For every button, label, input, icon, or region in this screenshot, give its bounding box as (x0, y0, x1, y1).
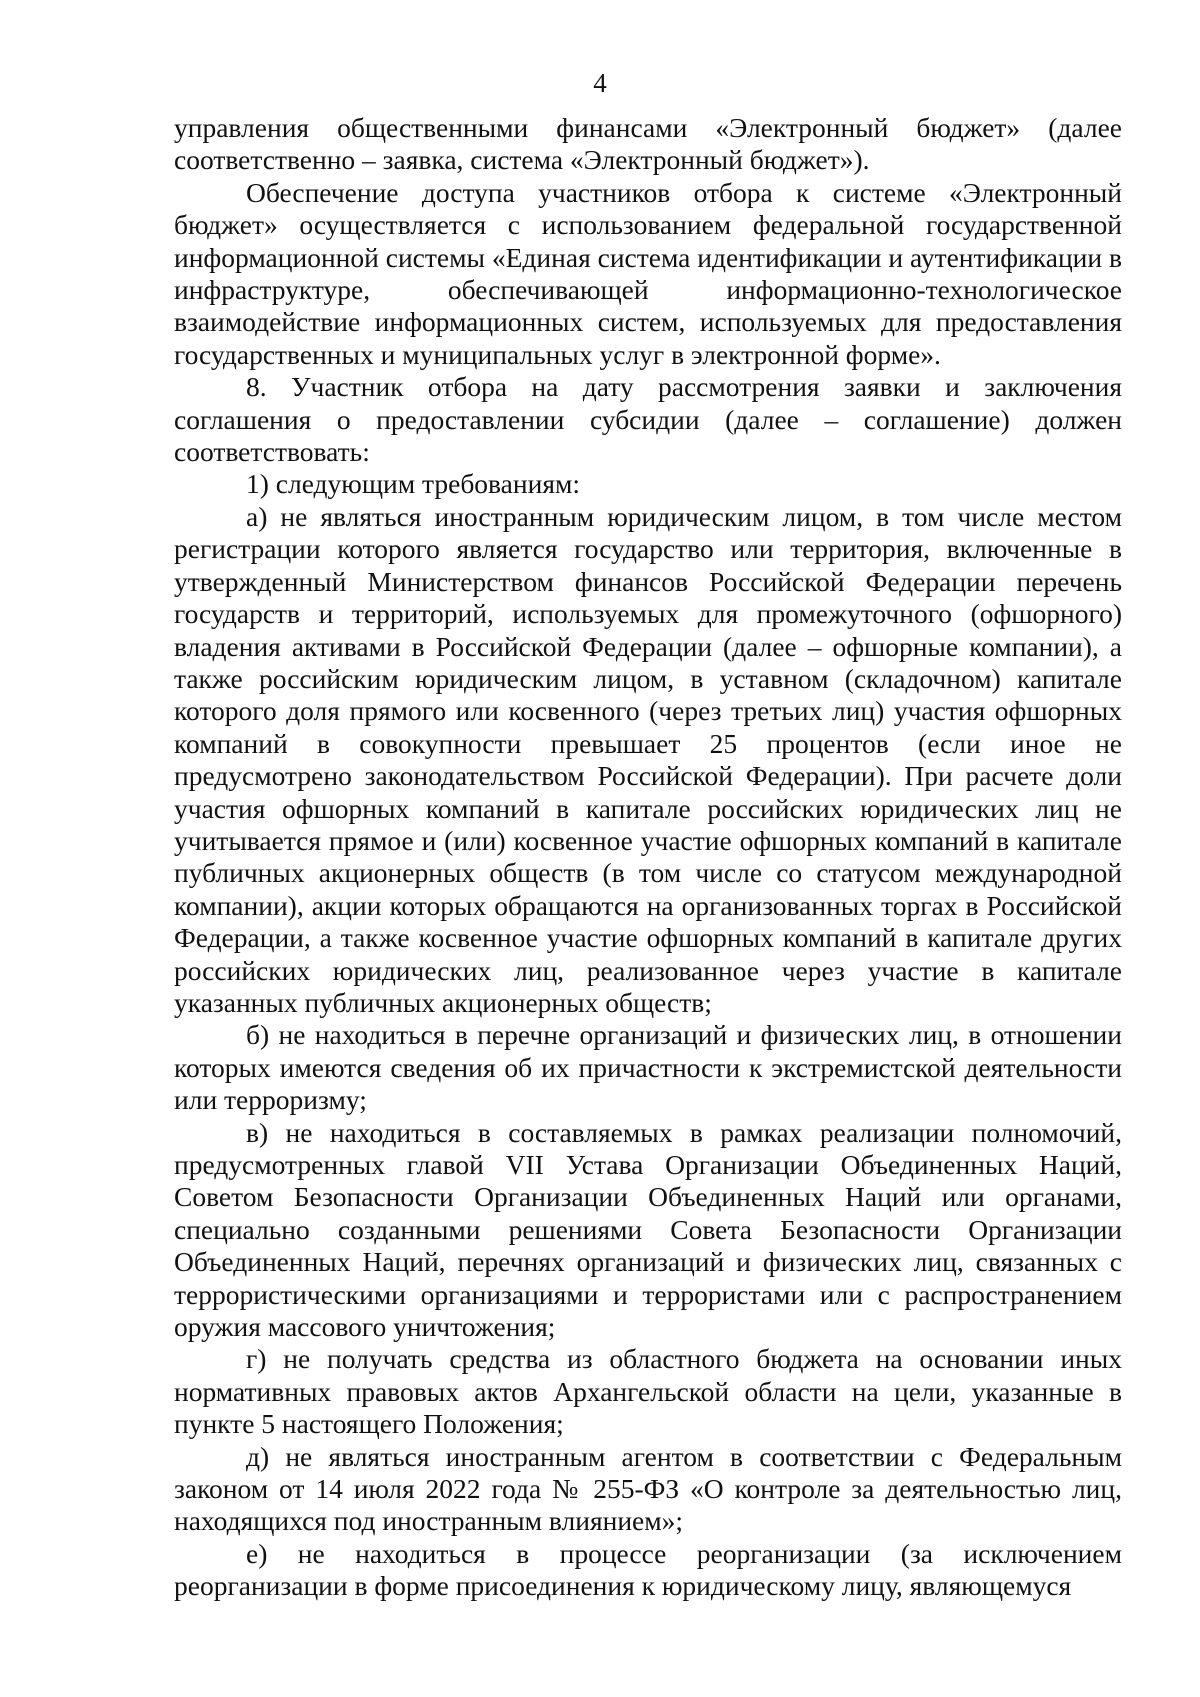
paragraph-continuation: управления общественными финансами «Электронный бюджет» (далее соответственно – заявка, система «Электронный бюджет»). (174, 112, 1122, 176)
paragraph-access: Обеспечение доступа участников отбора к системе «Электронный бюджет» осуществляется с использованием федеральной государственной информационной системы «Единая система идентификации и аутентификации в инфраструктуре, обеспечивающей информационно-технологическое взаимодействие информационных систем, используемых для предоставления государственных и муниципальных услуг в электронной форме». (174, 176, 1122, 370)
paragraph-subitem-1: 1) следующим требованиям: (246, 468, 581, 500)
document-body (174, 112, 1122, 1603)
paragraph-subitem-e: е) не находиться в процессе реорганизации (за исключением реорганизации в форме присоединения к юридическому лицу, являющемуся (174, 1537, 1122, 1602)
paragraph-subitem-v: в) не находиться в составляемых в рамках реализации полномочий, предусмотренных главой VII Устава Организации Объединенных Наций, Советом Безопасности Организации Объединенных Наций или органами, специально созданными решениями Совета Безопасности Организации Объединенных Наций, перечнях организаций и физических лиц, связанных с террористическими организациями и террористами или с распространением оружия массового уничтожения; (174, 1116, 1122, 1343)
paragraph-subitem-d: д) не являться иностранным агентом в соответствии с Федеральным законом от 14 июля 2022 года № 255-ФЗ «О контроле за деятельностью лиц, находящихся под иностранным влиянием»; (174, 1440, 1122, 1537)
paragraph-subitem-a: а) не являться иностранным юридическим лицом, в том числе местом регистрации которого является государство или территория, включенные в утвержденный Министерством финансов Российской Федерации перечень государств и территорий, используемых для промежуточного (офшорного) владения активами в Российской Федерации (далее – офшорные компании), а также российским юридическим лицом, в уставном (складочном) капитале которого доля прямого или косвенного (через третьих лиц) участия офшорных компаний в совокупности превышает 25 процентов (если иное не предусмотрено законодательством Российской Федерации). При расчете доли участия офшорных компаний в капитале российских юридических лиц не учитывается прямое и (или) косвенное участие офшорных компаний в капитале публичных акционерных обществ (в том числе со статусом международной компании), акции которых обращаются на организованных торгах в Российской Федерации, а также косвенное участие офшорных компаний в капитале других российских юридических лиц, реализованное через участие в капитале указанных публичных акционерных обществ; (174, 500, 1122, 1018)
paragraph-subitem-g: г) не получать средства из областного бюджета на основании иных нормативных правовых актов Архангельской области на цели, указанные в пункте 5 настоящего Положения; (174, 1343, 1122, 1440)
page-number: 4 (593, 68, 607, 98)
paragraph-subitem-b: б) не находиться в перечне организаций и физических лиц, в отношении которых имеются сведения об их причастности к экстремистской деятельности или терроризму; (174, 1019, 1122, 1116)
paragraph-item-8: 8. Участник отбора на дату рассмотрения заявки и заключения соглашения о предоставлении субсидии (далее – соглашение) должен соответствовать: (174, 371, 1122, 468)
